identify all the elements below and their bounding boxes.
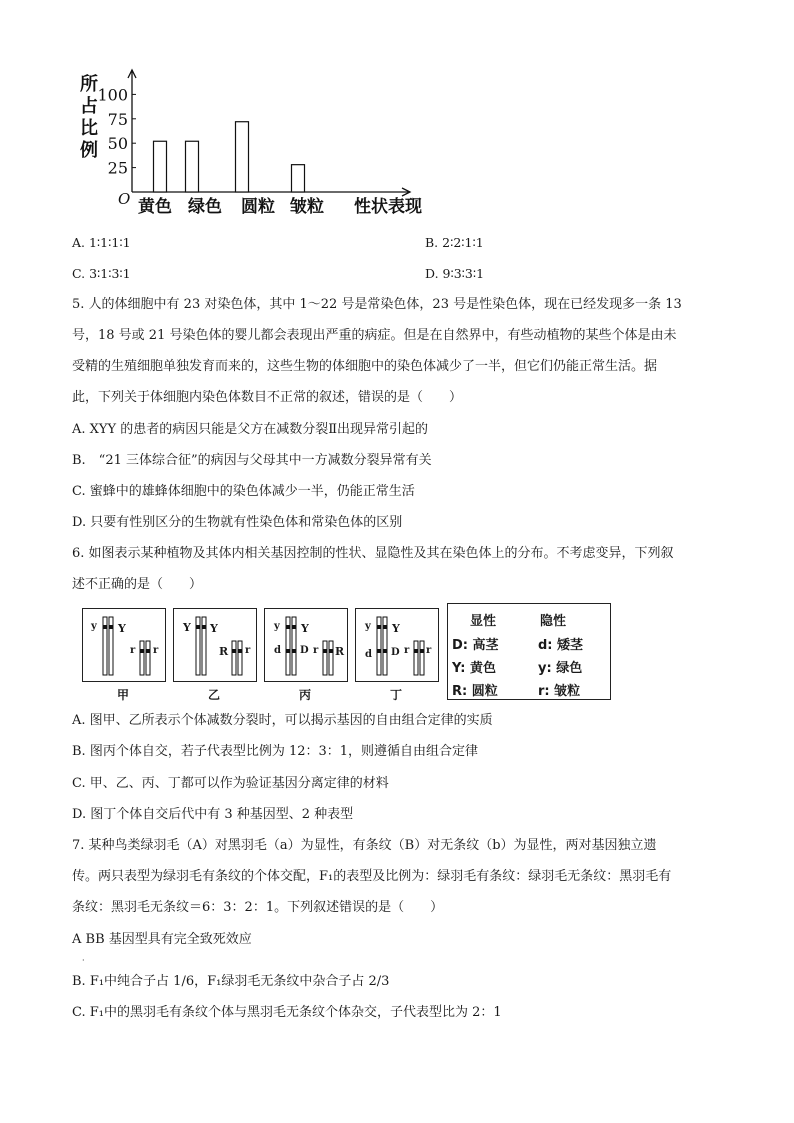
y-tick-label: 25 xyxy=(107,158,128,178)
origin-label: O xyxy=(118,190,131,208)
x-tick-label: 皱粒 xyxy=(290,197,324,217)
genotype-panel-yi xyxy=(173,608,257,682)
gene-tag: d xyxy=(365,649,372,660)
y-tick-label: 50 xyxy=(107,134,128,154)
x-axis-label: 性状表现 xyxy=(354,197,422,217)
stray-mark: · xyxy=(82,956,85,965)
q5-stem-line: 号，18 号或 21 号染色体的婴儿都会表现出严重的病症。但是在自然界中，有些动植物的某些个体是由未 xyxy=(72,328,677,343)
q7-stem-line: 条纹：黑羽毛无条纹＝6：3：2：1。下列叙述错误的是（ ） xyxy=(72,900,444,915)
y-axis-label-char: 所 xyxy=(80,74,98,95)
gene-tag: Y xyxy=(301,622,309,635)
q7-option-c[interactable]: C. F₁中的黑羽毛有条纹个体与黑羽毛无条纹个体杂交，子代表型比为 2：1 xyxy=(72,1005,502,1020)
gene-tag: r xyxy=(426,645,432,656)
q7-option-a[interactable]: A BB 基因型具有完全致死效应 xyxy=(72,932,252,947)
bar xyxy=(186,141,199,192)
q6-stem-line: 6. 如图表示某种植物及其体内相关基因控制的性状、显隐性及其在染色体上的分布。不考虑变异，下列叙 xyxy=(72,546,674,561)
panel-label-ding: 丁 xyxy=(389,688,402,702)
x-tick-label: 圆粒 xyxy=(241,197,275,217)
q7-stem-line: 传。两只表型为绿羽毛有条纹的个体交配，F₁的表型及比例为：绿羽毛有条纹：绿羽毛无条纹：黑羽毛有 xyxy=(72,869,672,884)
legend-dominant-item: R: 圆粒 xyxy=(452,684,498,699)
q5-option-a[interactable]: A. XYY 的患者的病因只能是父方在减数分裂Ⅱ出现异常引起的 xyxy=(72,422,429,437)
bar xyxy=(292,165,305,192)
q4-option-b[interactable]: B. 2∶2∶1∶1 xyxy=(425,235,484,250)
genotype-panel-ding xyxy=(355,608,439,682)
q6-stem-line: 述不正确的是（ ） xyxy=(72,577,203,592)
panel-label-yi: 乙 xyxy=(207,688,220,702)
y-tick-label: 75 xyxy=(107,109,128,129)
gene-tag: Y xyxy=(392,622,400,635)
legend-dominant-item: Y: 黄色 xyxy=(452,661,497,676)
q5-option-d[interactable]: D. 只要有性别区分的生物就有性染色体和常染色体的区别 xyxy=(72,515,403,530)
gene-tag: Y xyxy=(183,621,191,634)
q4-option-a[interactable]: A. 1∶1∶1∶1 xyxy=(72,235,131,250)
legend-dominant-header: 显性 xyxy=(470,614,497,629)
trait-legend-box xyxy=(447,603,611,700)
q7-stem-line: 7. 某种鸟类绿羽毛（A）对黑羽毛（a）为显性，有条纹（B）对无条纹（b）为显性，两对基因独立遗 xyxy=(72,838,657,853)
legend-recessive-item: r: 皱粒 xyxy=(538,684,581,699)
legend-recessive-item: y: 绿色 xyxy=(538,661,583,676)
gene-tag: d xyxy=(274,645,281,656)
q4-option-c[interactable]: C. 3∶1∶3∶1 xyxy=(72,266,131,281)
panel-label-jia: 甲 xyxy=(116,688,129,702)
bar xyxy=(154,141,167,192)
q5-option-b[interactable]: B. “21 三体综合征”的病因与父母其中一方减数分裂异常有关 xyxy=(72,453,432,468)
q6-option-c[interactable]: C. 甲、乙、丙、丁都可以作为验证基因分离定律的材料 xyxy=(72,776,389,791)
q6-option-b[interactable]: B. 图丙个体自交，若子代表型比例为 12：3：1，则遵循自由组合定律 xyxy=(72,744,479,759)
gene-tag: R xyxy=(219,645,229,658)
x-tick-label: 黄色 xyxy=(138,197,172,217)
bar xyxy=(236,122,249,192)
legend-recessive-header: 隐性 xyxy=(540,614,567,629)
q4-option-d[interactable]: D. 9∶3∶3∶1 xyxy=(425,266,485,281)
gene-tag: y xyxy=(274,621,280,632)
q5-stem-line: 受精的生殖细胞单独发育而来的，这些生物的体细胞中的染色体减少了一半，但它们仍能正常生活。据 xyxy=(72,359,658,374)
gene-tag: Y xyxy=(210,622,218,635)
trait-ratio-bar-chart xyxy=(70,62,430,222)
gene-tag: y xyxy=(91,621,97,632)
gene-tag: r xyxy=(153,645,159,656)
gene-tag: D xyxy=(300,645,309,656)
y-axis-label-char: 例 xyxy=(80,140,98,161)
y-axis-label-char: 比 xyxy=(80,118,98,139)
gene-tag: r xyxy=(245,645,251,656)
q5-option-c[interactable]: C. 蜜蜂中的雄蜂体细胞中的染色体减少一半，仍能正常生活 xyxy=(72,484,415,499)
genotype-panel-bing xyxy=(264,608,348,682)
gene-tag: r xyxy=(130,645,136,656)
q7-option-b[interactable]: B. F₁中纯合子占 1/6，F₁绿羽毛无条纹中杂合子占 2/3 xyxy=(72,974,390,989)
gene-tag: R xyxy=(335,645,345,658)
gene-tag: D xyxy=(391,647,400,658)
q6-option-a[interactable]: A. 图甲、乙所表示个体减数分裂时，可以揭示基因的自由组合定律的实质 xyxy=(72,713,493,728)
y-tick-label: 100 xyxy=(97,85,128,105)
q6-option-d[interactable]: D. 图丁个体自交后代中有 3 种基因型、2 种表型 xyxy=(72,807,354,822)
panel-label-bing: 丙 xyxy=(298,688,311,702)
legend-recessive-item: d: 矮茎 xyxy=(538,638,584,653)
legend-dominant-item: D: 高茎 xyxy=(452,638,499,653)
y-axis-label-char: 占 xyxy=(80,96,98,117)
gene-tag: r xyxy=(313,645,319,656)
gene-tag: r xyxy=(404,645,410,656)
gene-tag: y xyxy=(365,621,371,632)
q5-stem-line: 5. 人的体细胞中有 23 对染色体，其中 1～22 号是常染色体，23 号是性染色体，现在已经发现多一条 13 xyxy=(72,297,682,312)
x-tick-label: 绿色 xyxy=(188,197,222,217)
genotype-panel-jia xyxy=(82,608,166,682)
gene-tag: Y xyxy=(118,622,126,635)
q5-stem-line: 此，下列关于体细胞内染色体数目不正常的叙述，错误的是（ ） xyxy=(72,390,463,405)
